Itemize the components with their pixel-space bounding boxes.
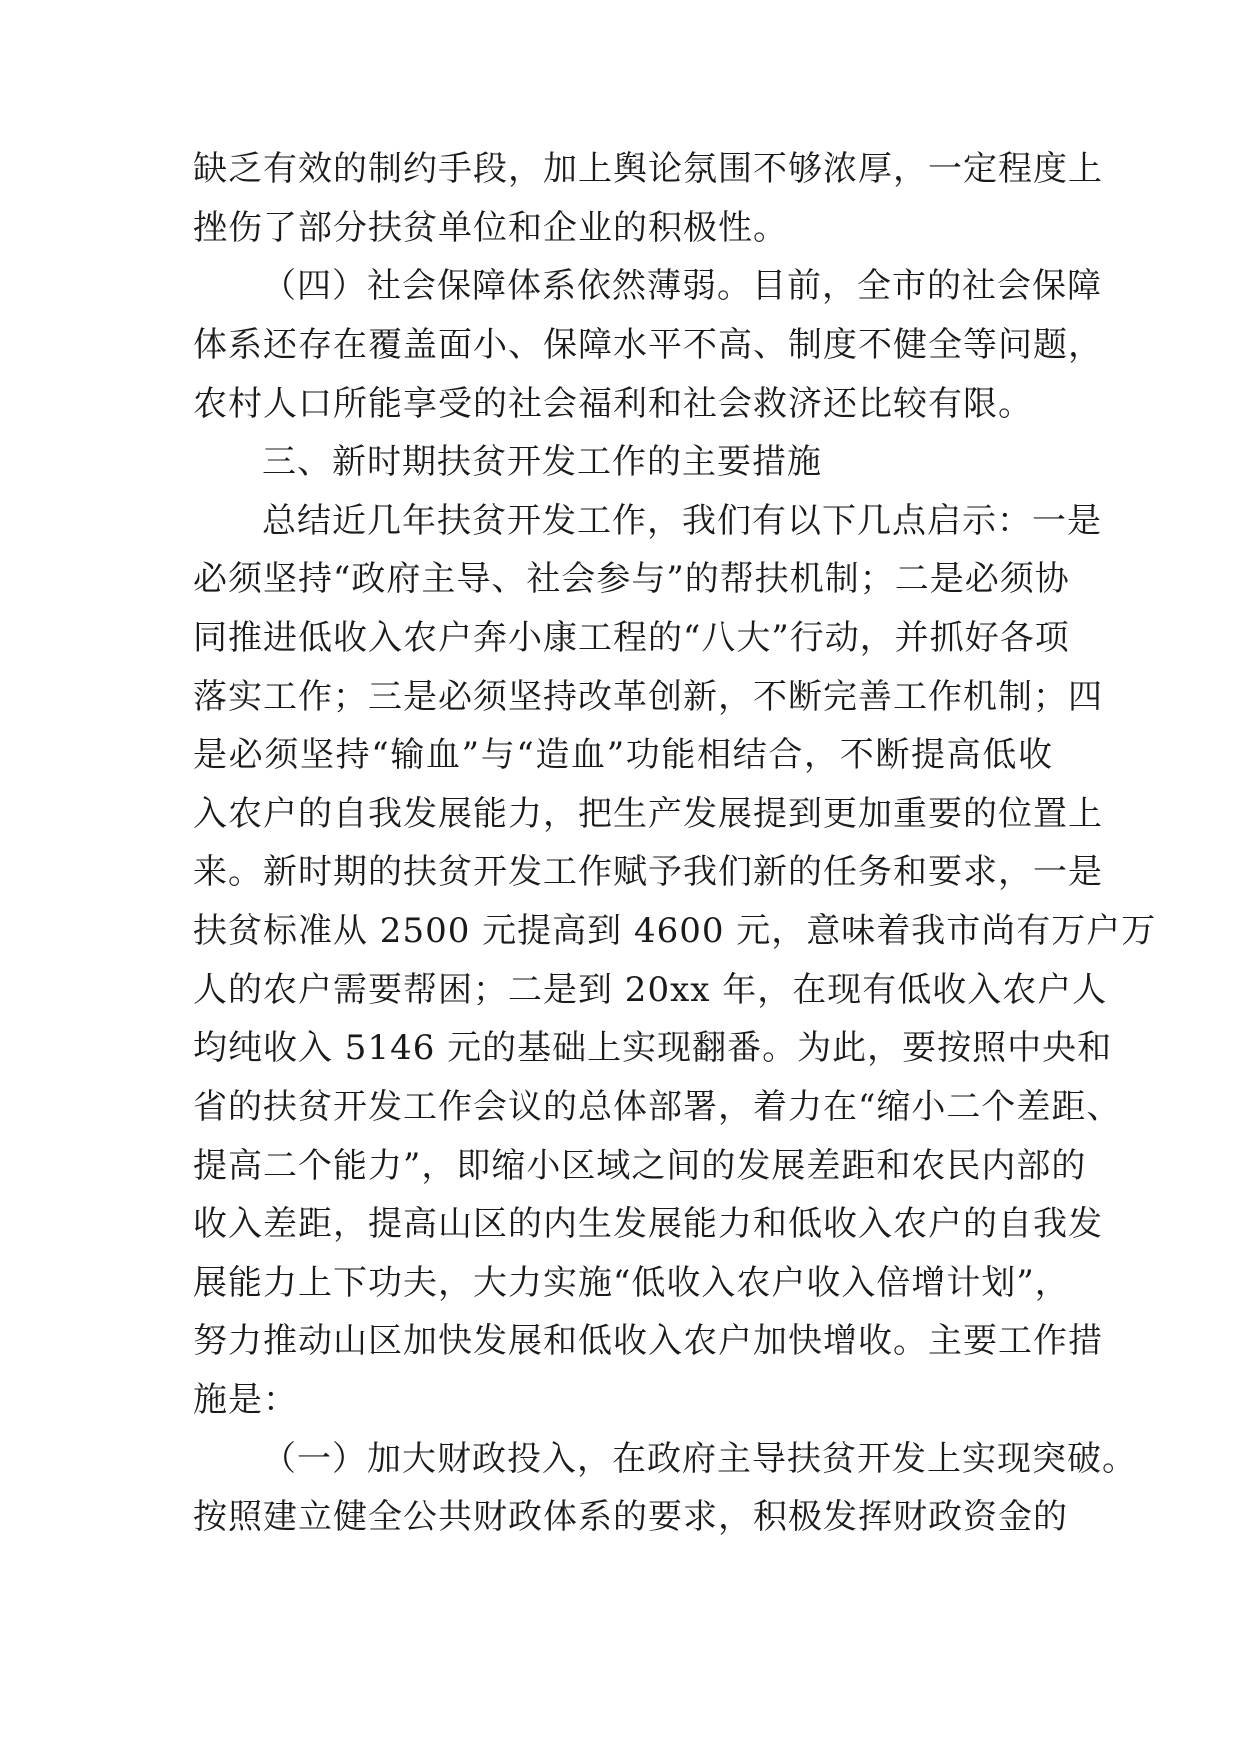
text-line-17: 省的扶贫开发工作会议的总体部署，着力在“缩小二个差距、 [193, 1087, 1122, 1127]
text-line-4: 体系还存在覆盖面小、保障水平不高、制度不健全等问题， [193, 325, 1103, 365]
text-line-8: 必须坚持“政府主导、社会参与”的帮扶机制；二是必须协 [193, 559, 1070, 599]
section-heading: 三、新时期扶贫开发工作的主要措施 [262, 442, 822, 482]
text-line-3: （四）社会保障体系依然薄弱。目前，全市的社会保障 [262, 266, 1102, 306]
text-line-14: 扶贫标准从 2500 元提高到 4600 元，意味着我市尚有万户万 [193, 911, 1157, 951]
text-line-24: 按照建立健全公共财政体系的要求，积极发挥财政资金的 [193, 1497, 1068, 1537]
text-line-21: 努力推动山区加快发展和低收入农户加快增收。主要工作措 [193, 1321, 1103, 1361]
text-line-1: 缺乏有效的制约手段，加上舆论氛围不够浓厚，一定程度上 [193, 149, 1103, 189]
text-line-16: 均纯收入 5146 元的基础上实现翻番。为此，要按照中央和 [193, 1028, 1113, 1068]
text-line-18: 提高二个能力”，即缩小区域之间的发展差距和农民内部的 [193, 1146, 1087, 1186]
text-line-5: 农村人口所能享受的社会福利和社会救济还比较有限。 [193, 384, 1033, 424]
text-line-9: 同推进低收入农户奔小康工程的“八大”行动，并抓好各项 [193, 618, 1070, 658]
text-line-11: 是必须坚持“输血”与“造血”功能相结合，不断提高低收 [193, 735, 1053, 775]
text-line-23: （一）加大财政投入，在政府主导扶贫开发上实现突破。 [262, 1439, 1137, 1479]
text-line-12: 入农户的自我发展能力，把生产发展提到更加重要的位置上 [193, 794, 1103, 834]
text-line-13: 来。新时期的扶贫开发工作赋予我们新的任务和要求，一是 [193, 852, 1103, 892]
text-line-22: 施是： [193, 1380, 298, 1420]
text-line-2: 挫伤了部分扶贫单位和企业的积极性。 [193, 208, 788, 248]
text-line-15: 人的农户需要帮困；二是到 20xx 年，在现有低收入农户人 [193, 970, 1108, 1010]
text-line-7: 总结近几年扶贫开发工作，我们有以下几点启示：一是 [262, 501, 1102, 541]
text-line-20: 展能力上下功夫，大力实施“低收入农户收入倍增计划”， [193, 1263, 1070, 1303]
text-line-19: 收入差距，提高山区的内生发展能力和低收入农户的自我发 [193, 1204, 1103, 1244]
text-line-10: 落实工作；三是必须坚持改革创新，不断完善工作机制；四 [193, 677, 1103, 717]
